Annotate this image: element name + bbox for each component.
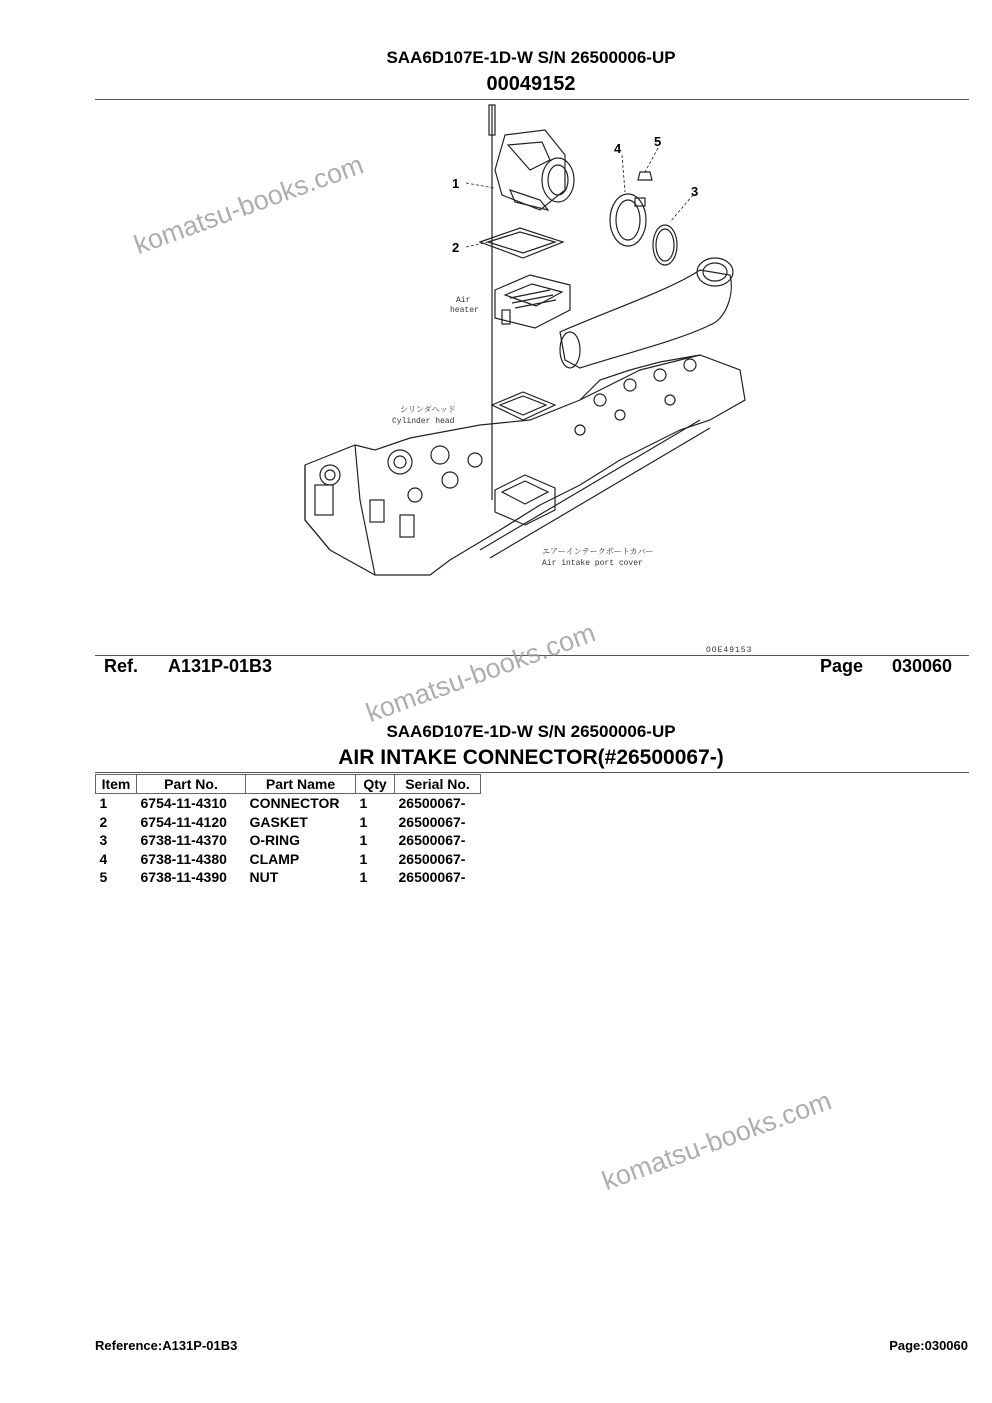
part-name-cell: CLAMP [249, 850, 300, 867]
drawing-number: OOE49153 [706, 646, 753, 655]
part-name-cell: GASKET [249, 813, 308, 830]
item-cell: 1 [99, 795, 108, 812]
parts-table [95, 774, 481, 887]
drawing-code: 00049152 [486, 73, 576, 95]
table-row [96, 794, 481, 813]
cover-label-en: Air intake port cover [542, 559, 643, 568]
part-name-cell: O-RING [249, 832, 301, 849]
col-part-name: Part Name [246, 775, 356, 794]
serial-cell: 26500067- [398, 869, 466, 886]
heater-label-2: heater [450, 306, 479, 315]
part-name-cell: NUT [249, 869, 279, 886]
qty-cell: 1 [359, 850, 368, 867]
serial-cell: 26500067- [398, 813, 466, 830]
col-part-no: Part No. [137, 775, 246, 794]
callout-5: 5 [654, 134, 662, 149]
col-qty: Qty [356, 775, 395, 794]
qty-cell: 1 [359, 813, 368, 830]
table-row [96, 850, 481, 869]
callout-4: 4 [614, 141, 622, 156]
page-value: 030060 [892, 656, 953, 676]
part-no-cell: 6738-11-4370 [140, 832, 227, 849]
part-no-cell: 6738-11-4390 [140, 869, 227, 886]
watermark: komatsu-books.com [598, 1085, 836, 1197]
serial-cell: 26500067- [398, 832, 466, 849]
table-row [96, 813, 481, 832]
cover-label-jp: エアーインテークポートカバー [542, 548, 654, 557]
head-label-jp: シリンダヘッド [400, 406, 456, 415]
serial-cell: 26500067- [398, 850, 466, 867]
col-item: Item [96, 775, 137, 794]
footer-page: Page:030060 [889, 1338, 968, 1353]
part-no-cell: 6738-11-4380 [140, 850, 227, 867]
page-label: Page [820, 656, 864, 676]
item-cell: 5 [99, 869, 108, 886]
qty-cell: 1 [359, 869, 368, 886]
section-rule [95, 772, 969, 773]
item-cell: 4 [99, 850, 108, 867]
ref-value: A131P-01B3 [168, 656, 273, 676]
part-no-cell: 6754-11-4120 [140, 813, 227, 830]
item-cell: 3 [99, 832, 108, 849]
table-header-row [96, 775, 481, 794]
footer-reference: Reference:A131P-01B3 [95, 1338, 238, 1353]
table-row [96, 831, 481, 850]
part-name-cell: CONNECTOR [249, 795, 340, 812]
watermark: komatsu-books.com [362, 617, 600, 729]
callout-1: 1 [452, 176, 460, 191]
qty-cell: 1 [359, 795, 368, 812]
part-no-cell: 6754-11-4310 [140, 795, 227, 812]
watermark: komatsu-books.com [130, 149, 368, 261]
col-serial: Serial No. [395, 775, 481, 794]
item-cell: 2 [99, 813, 108, 830]
serial-cell: 26500067- [398, 795, 466, 812]
qty-cell: 1 [359, 832, 368, 849]
section-model: SAA6D107E-1D-W S/N 26500006-UP [386, 722, 676, 741]
head-label-en: Cylinder head [392, 417, 455, 426]
callout-2: 2 [452, 240, 460, 255]
exploded-parts-drawing [280, 100, 780, 660]
callout-3: 3 [691, 184, 699, 199]
section-title: AIR INTAKE CONNECTOR(#26500067-) [338, 746, 724, 769]
ref-label: Ref. [104, 656, 139, 676]
model-title: SAA6D107E-1D-W S/N 26500006-UP [386, 48, 676, 67]
table-row [96, 868, 481, 887]
heater-label-1: Air [456, 296, 471, 305]
